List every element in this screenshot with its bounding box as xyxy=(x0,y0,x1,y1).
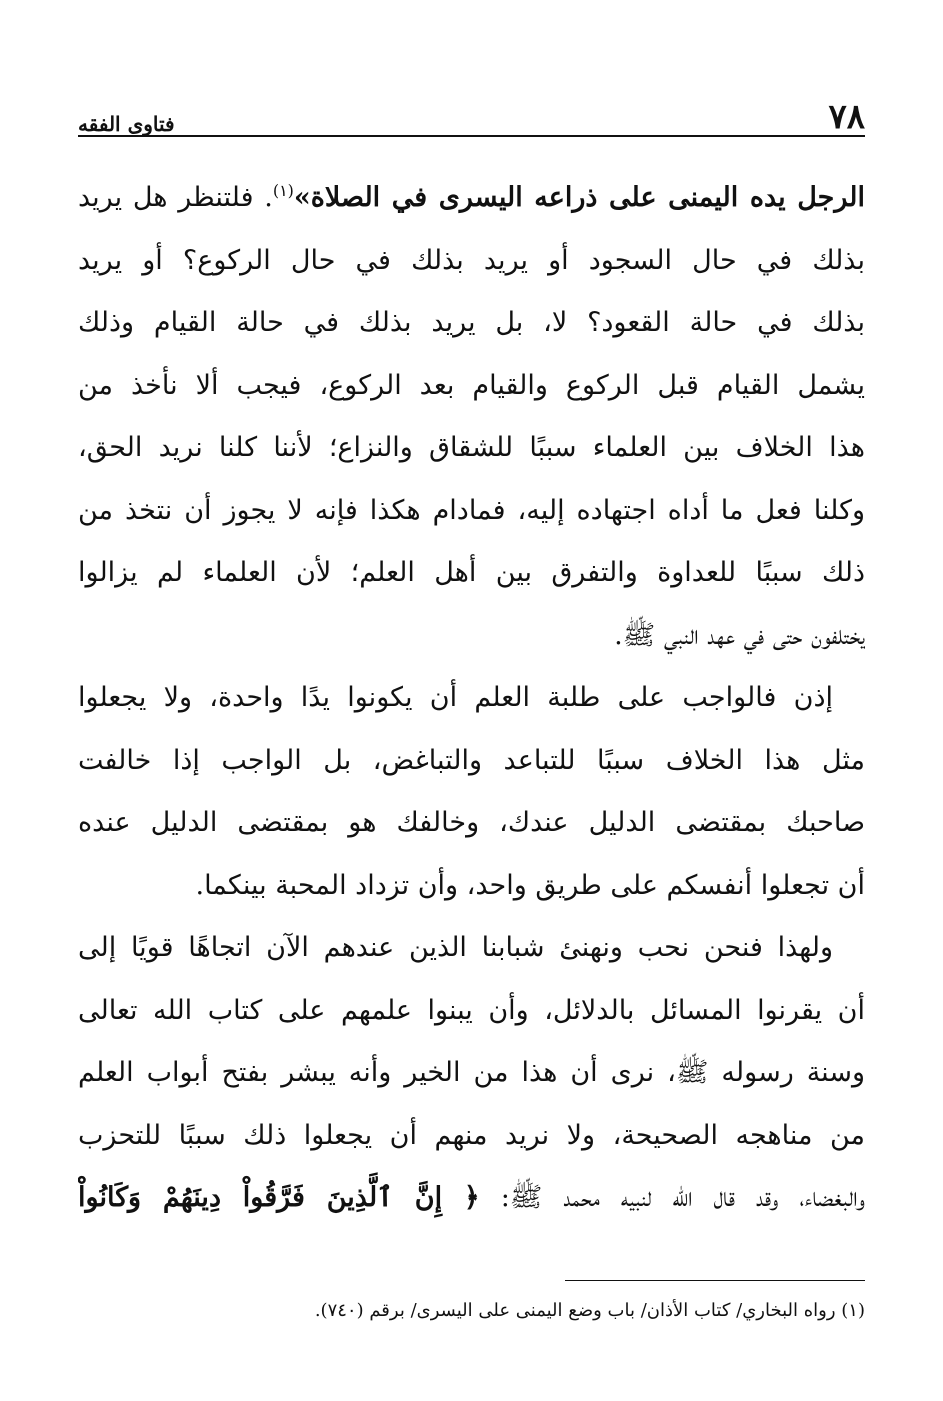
text-line-8: يختلفون حتى في عهد النبي ﷺ. xyxy=(614,619,865,651)
text-line-13: ولهذا فنحن نحب ونهنئ شبابنا الذين عندهم الآن اتجاهًا قويًا إلى xyxy=(78,932,833,963)
text-line-6: وكلنا فعل ما أداه اجتهاده إليه، فمادام هكذا فإنه لا يجوز أن نتخذ من xyxy=(78,494,865,526)
book-title: فتاوى الفقه xyxy=(78,112,175,136)
text-line-16: من مناهجه الصحيحة، ولا نريد منهم أن يجعلوا ذلك سببًا للتحزب xyxy=(78,1119,865,1151)
text-line-3: بذلك في حالة القعود؟ لا، بل يريد بذلك في حالة القيام وذلك xyxy=(78,307,865,338)
page-header xyxy=(78,92,865,137)
text-line-15: وسنة رسوله ﷺ، نرى أن هذا من الخير وأنه يبشر بفتح أبواب العلم xyxy=(78,1057,865,1088)
hadith-quote: الرجل يده اليمنى على ذراعه اليسرى في الصلاة» xyxy=(293,182,865,213)
text-line-10: مثل هذا الخلاف سببًا للتباعد والتباغض، بل الواجب إذا خالفت xyxy=(78,744,865,776)
line-continuation: . فلتنظر هل يريد xyxy=(78,182,273,213)
text-line-1 xyxy=(78,160,865,230)
page-number: ٧٨ xyxy=(828,97,865,137)
text-line-17 xyxy=(78,1167,865,1230)
text-line-14: أن يقرنوا المسائل بالدلائل، وأن يبنوا علمهم على كتاب الله تعالى xyxy=(78,994,865,1026)
quran-verse: ﴿ إِنَّ ٱلَّذِينَ فَرَّقُواْ دِينَهُمْ وَكَانُواْ xyxy=(78,1182,480,1213)
footnote: (١) رواه البخاري/ كتاب الأذان/ باب وضع اليمنى على اليسرى/ برقم (٧٤٠). xyxy=(314,1300,865,1321)
text-line-2: بذلك في حال السجود أو يريد بذلك في حال الركوع؟ أو يريد xyxy=(78,244,865,276)
text-line-4: يشمل القيام قبل الركوع والقيام بعد الركوع، فيجب ألا نأخذ من xyxy=(78,369,865,401)
text-line-11: صاحبك بمقتضى الدليل عندك، وخالفك هو بمقتضى الدليل عنده xyxy=(78,807,865,838)
text-line-5: هذا الخلاف بين العلماء سببًا للشقاق والنزاع؛ لأننا كلنا نريد الحق، xyxy=(78,432,865,463)
body-text xyxy=(78,160,865,1230)
text-line-7: ذلك سببًا للعداوة والتفرق بين أهل العلم؛ لأن العلماء لم يزالوا xyxy=(78,557,865,588)
footnote-rule xyxy=(565,1280,865,1281)
text-line-9: إذن فالواجب على طلبة العلم أن يكونوا يدًا واحدة، ولا يجعلوا xyxy=(78,682,833,713)
text-line-12: أن تجعلوا أنفسكم على طريق واحد، وأن تزداد المحبة بينكما. xyxy=(195,869,865,901)
footnote-marker: (١) xyxy=(272,181,294,200)
line-text: والبغضاء، وقد قال الله لنبيه محمد ﷺ: xyxy=(479,1182,865,1213)
header-rule xyxy=(78,135,865,137)
